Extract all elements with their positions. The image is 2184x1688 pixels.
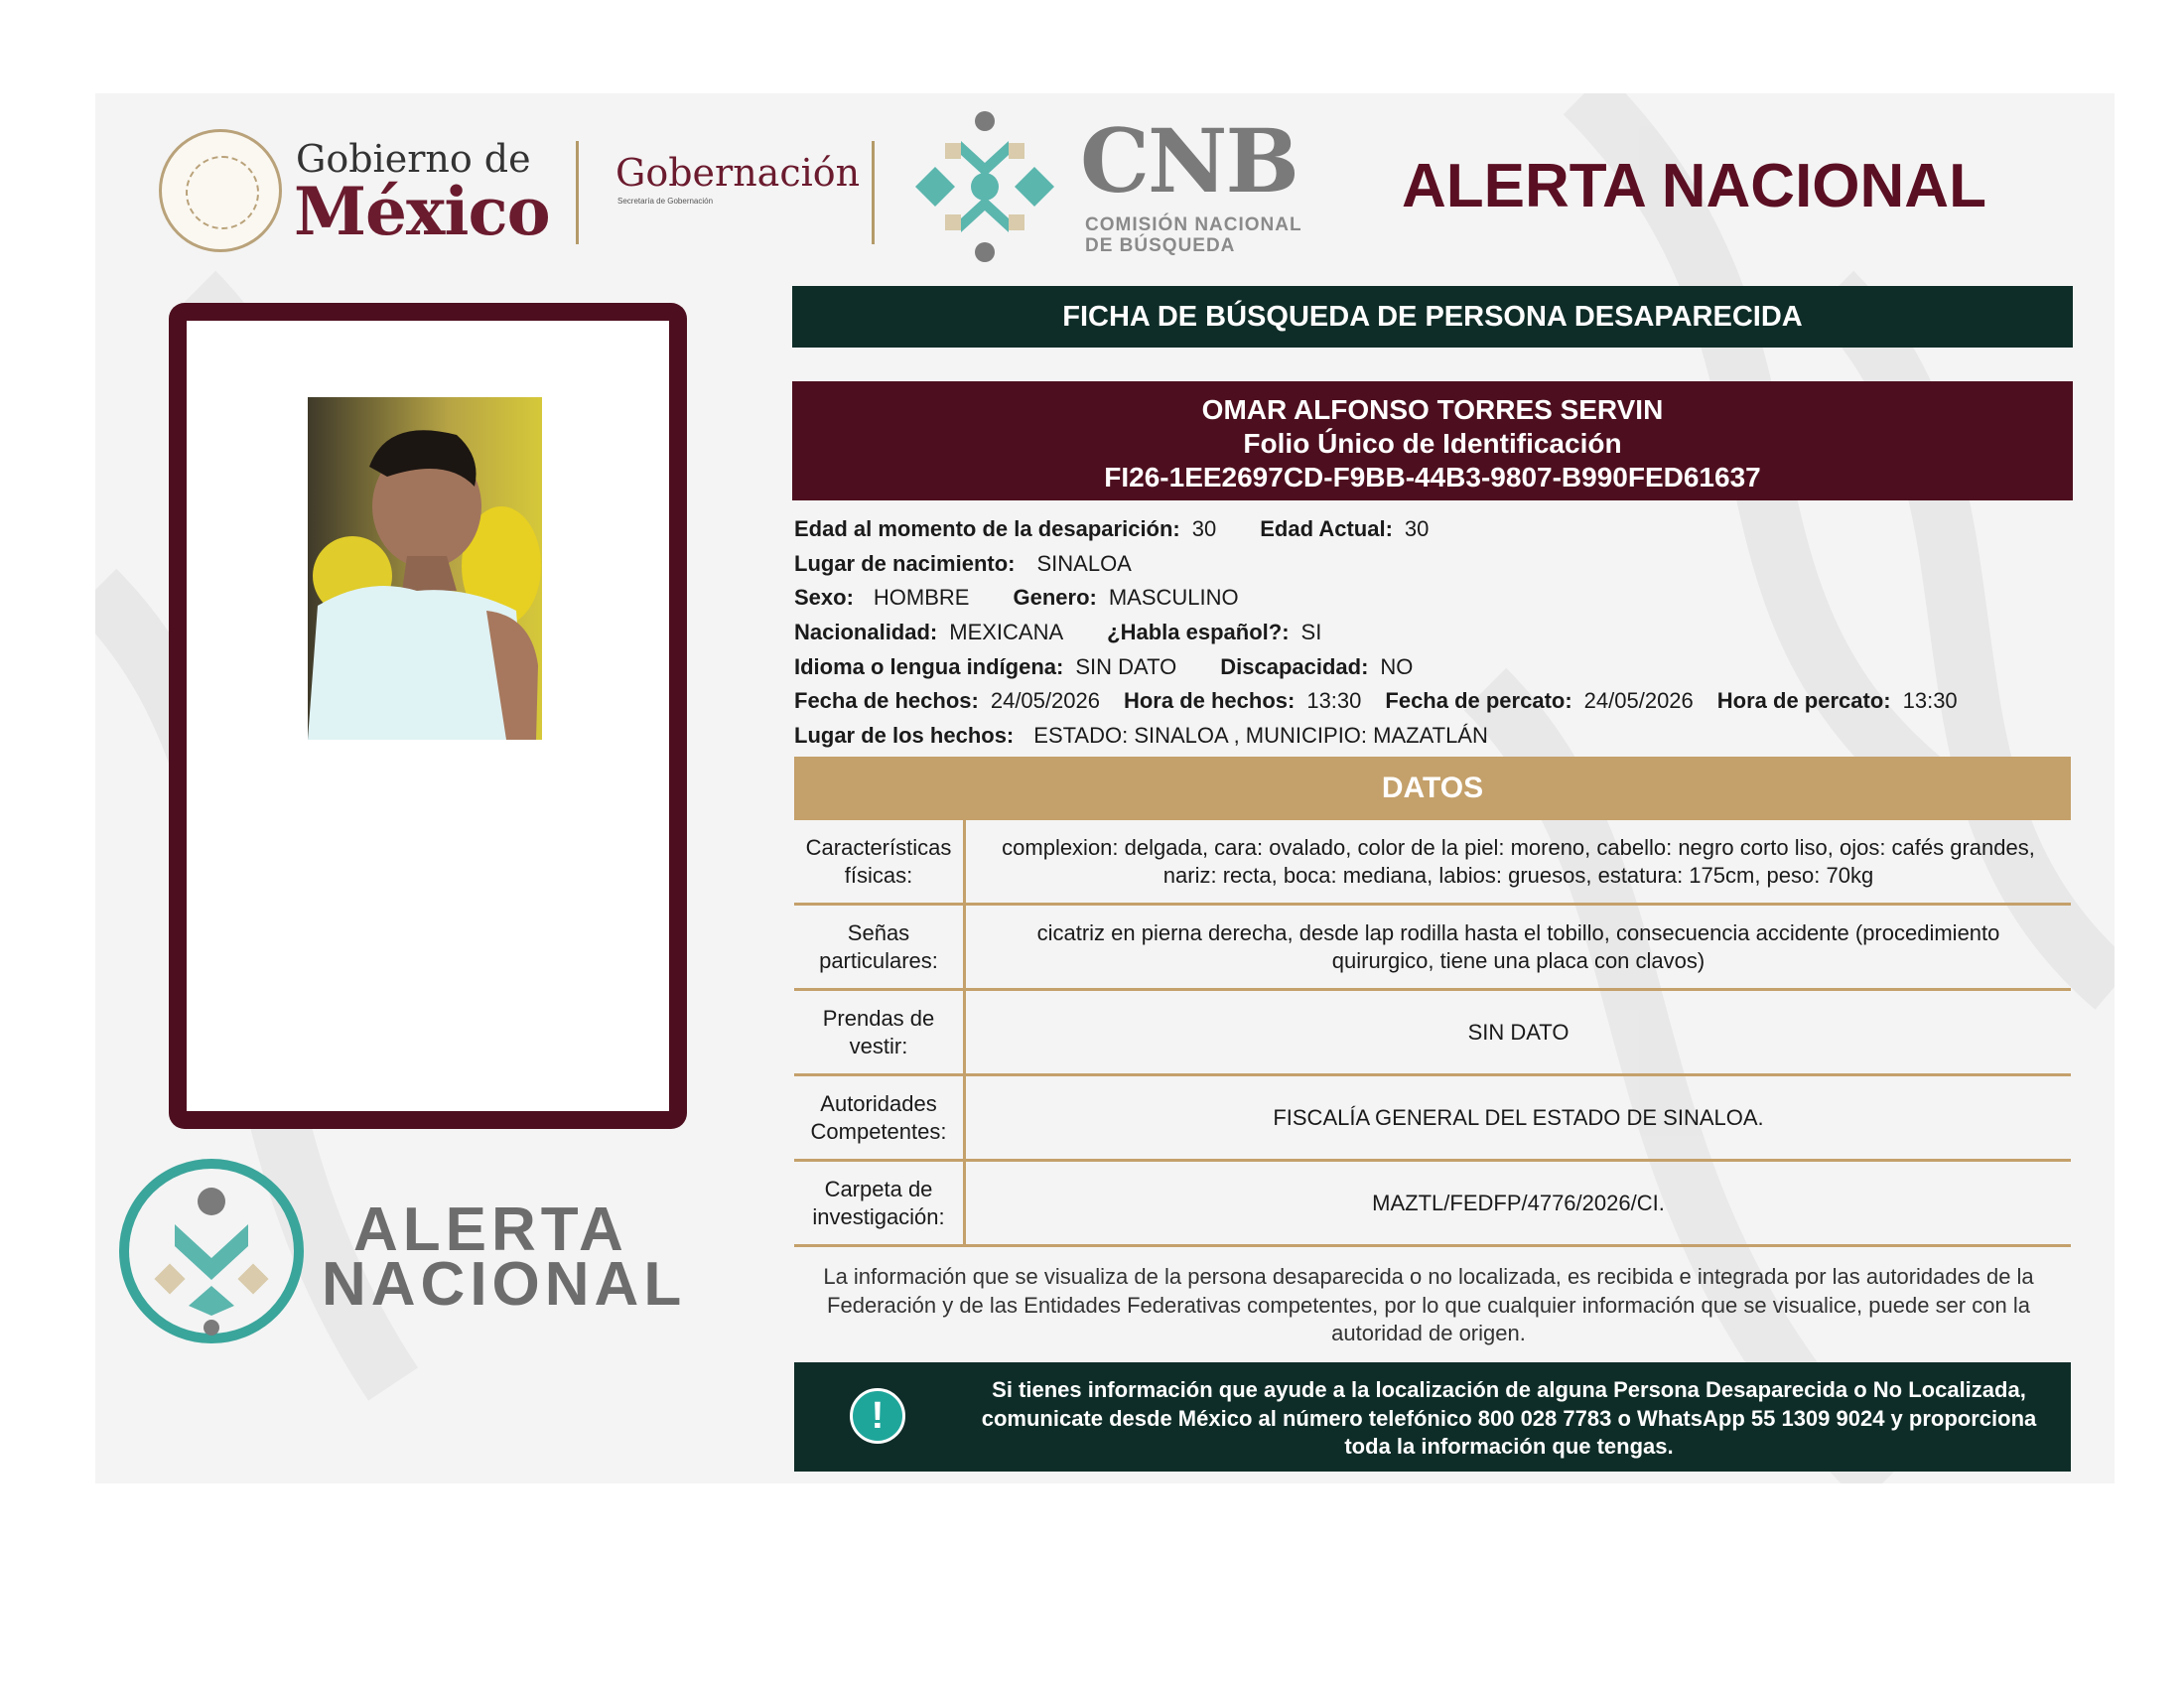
info-value: SI: [1300, 620, 1322, 645]
table-row: [794, 1161, 2071, 1246]
info-value: SINALOA: [1036, 550, 1132, 576]
info-value: 13:30: [1306, 688, 1362, 714]
info-label: Edad al momento de la desaparición:: [794, 516, 1180, 541]
info-value: MASCULINO: [1108, 585, 1239, 611]
info-value: NO: [1380, 653, 1414, 679]
contact-banner: [794, 1362, 2071, 1472]
info-row: [794, 581, 2075, 616]
table-row: [794, 990, 2071, 1075]
info-value: 24/05/2026: [1583, 688, 1694, 714]
info-label: Hora de hechos:: [1123, 688, 1296, 714]
header-divider: [872, 141, 875, 244]
cnb-subtitle-line: DE BÚSQUEDA: [1085, 235, 1236, 256]
info-value: ESTADO: SINALOA , MUNICIPIO: MAZATLÁN: [1033, 723, 1488, 749]
gobernacion-label: Gobernación: [615, 151, 861, 195]
disclaimer-text: La información que se visualiza de la persona desaparecida o no localizada, es recibida e integrada por las autoridades de la Federación y de las Entidades Federativas competentes, por lo que cualquier información que se visualice, puede ser con la autoridad de origen.: [823, 1264, 2034, 1345]
footer-logo-line: ALERTA: [353, 1196, 628, 1264]
contact-text: Si tienes información que ayude a la localización de alguna Persona Desaparecida o No Localizada, comunicate desde México al número telefónico 800 028 7783 o WhatsApp 55 1309 9024 y proporciona toda la información que tengas.: [981, 1377, 2037, 1459]
folio-value: FI26-1EE2697CD-F9BB-44B3-9807-B990FED61637: [1104, 462, 1761, 492]
info-value: MEXICANA: [949, 620, 1064, 645]
datos-label: Características físicas:: [794, 820, 965, 905]
gobierno-label: Gobierno de: [296, 137, 531, 181]
info-value: 13:30: [1902, 688, 1958, 714]
info-label: Fecha de hechos:: [794, 688, 979, 714]
person-info: [794, 512, 2075, 754]
person-photo: [308, 397, 542, 740]
mexico-label: México: [294, 173, 550, 250]
datos-value: cicatriz en pierna derecha, desde lap rodilla hasta el tobillo, consecuencia accidente (procedimiento quirurgico, tiene una placa con clavos): [965, 905, 2072, 990]
info-label: ¿Habla español?:: [1107, 620, 1290, 645]
info-value: 30: [1191, 516, 1217, 541]
gobernacion-sub-label: Secretaría de Gobernación: [617, 197, 714, 206]
info-label: Genero:: [1013, 585, 1097, 611]
table-row: [794, 1075, 2071, 1161]
datos-title: DATOS: [794, 757, 2071, 820]
person-header: [792, 381, 2073, 500]
page-title: ALERTA NACIONAL: [1402, 152, 1986, 220]
mexico-seal-icon: [159, 129, 282, 252]
info-row: [794, 650, 2075, 685]
info-label: Discapacidad:: [1220, 653, 1369, 679]
cnb-subtitle-line: COMISIÓN NACIONAL: [1085, 214, 1302, 235]
ficha-title: FICHA DE BÚSQUEDA DE PERSONA DESAPARECIDA: [792, 286, 2073, 348]
header-divider: [576, 141, 579, 244]
info-label: Idioma o lengua indígena:: [794, 653, 1064, 679]
info-row: [794, 512, 2075, 547]
datos-label: Carpeta de investigación:: [794, 1161, 965, 1246]
info-row: [794, 547, 2075, 582]
alerta-nacional-logo-icon: [117, 1157, 306, 1345]
datos-label: Autoridades Competentes:: [794, 1075, 965, 1161]
datos-label: Señas particulares:: [794, 905, 965, 990]
folio-label: Folio Único de Identificación: [1243, 428, 1622, 459]
gobierno-mexico-logo: [159, 129, 550, 258]
info-label: Lugar de nacimiento:: [794, 550, 1016, 576]
info-value: 30: [1404, 516, 1430, 541]
info-row: [794, 684, 2075, 719]
datos-table: [794, 820, 2071, 1247]
info-label: Fecha de percato:: [1385, 688, 1572, 714]
info-label: Lugar de los hechos:: [794, 723, 1015, 749]
datos-value: FISCALÍA GENERAL DEL ESTADO DE SINALOA.: [965, 1075, 2072, 1161]
info-label: Nacionalidad:: [794, 620, 938, 645]
info-value: HOMBRE: [873, 585, 970, 611]
person-name: OMAR ALFONSO TORRES SERVIN: [1201, 394, 1664, 425]
cnb-logo-icon: [905, 107, 1064, 266]
cnb-label: CNB: [1080, 109, 1297, 212]
info-label: Edad Actual:: [1260, 516, 1393, 541]
datos-label: Prendas de vestir:: [794, 990, 965, 1075]
exclamation-icon: !: [850, 1388, 905, 1444]
info-label: Sexo:: [794, 585, 854, 611]
datos-value: MAZTL/FEDFP/4776/2026/CI.: [965, 1161, 2072, 1246]
info-row: [794, 719, 2075, 754]
table-row: [794, 905, 2071, 990]
footer-logo-line: NACIONAL: [322, 1250, 687, 1319]
info-label: Hora de percato:: [1716, 688, 1891, 714]
datos-value: complexion: delgada, cara: ovalado, color de la piel: moreno, cabello: negro corto liso, ojos: cafés grandes, nariz: recta, boca: mediana, labios: gruesos, estatura: 175cm, peso: 70kg: [965, 820, 2072, 905]
info-value: SIN DATO: [1075, 653, 1177, 679]
cnb-subtitle: [1085, 214, 1343, 256]
datos-value: SIN DATO: [965, 990, 2072, 1075]
info-value: 24/05/2026: [990, 688, 1100, 714]
info-row: [794, 616, 2075, 650]
table-row: [794, 820, 2071, 905]
